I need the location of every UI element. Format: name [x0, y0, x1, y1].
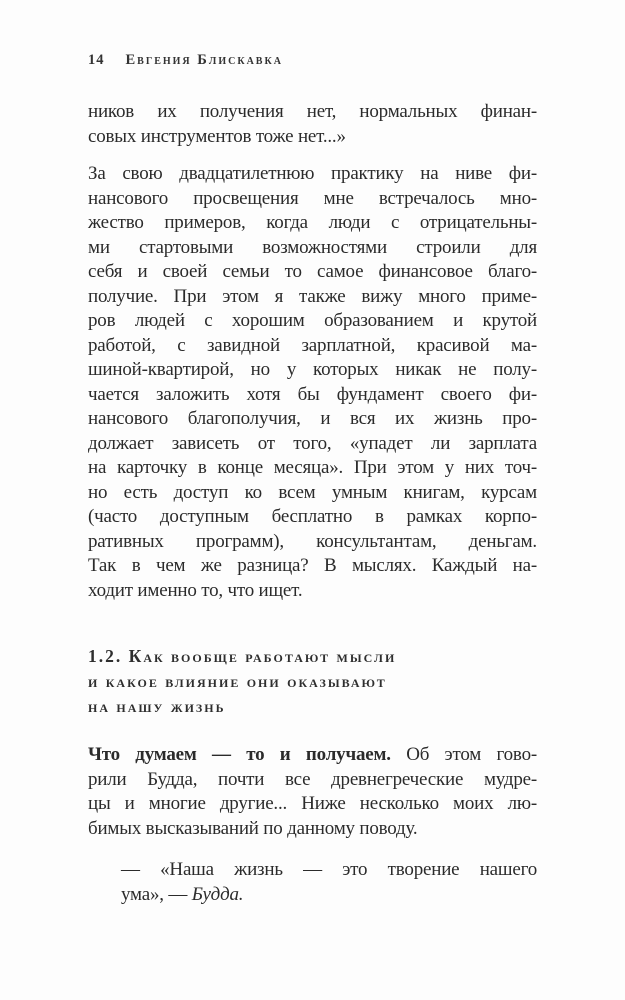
- text-line: [88, 743, 537, 768]
- text-line: (часто доступным бесплатно в рамках корпо-: [88, 506, 537, 527]
- text-line: совых инструментов тоже нет...»: [88, 125, 346, 147]
- paragraph-lead: [88, 743, 537, 841]
- author-name: Евгения Блискавка: [125, 52, 283, 68]
- text-line: ров людей с хорошим образованием и крутой: [88, 310, 537, 331]
- text-line: и какое влияние они оказывают: [88, 671, 387, 691]
- paragraph-continuation: [88, 100, 537, 149]
- text-line: 1.2. Как вообще работают мысли: [88, 646, 397, 666]
- text-line: жество примеров, когда люди с отрицательны-: [88, 212, 537, 233]
- text-line: чается заложить хотя бы фундамент своего фи-: [88, 383, 537, 405]
- text-line: ходит именно то, что ищет.: [88, 579, 303, 601]
- text-line: получие. При этом я также вижу много приме-: [88, 285, 537, 307]
- paragraph-main: [88, 162, 537, 603]
- text-line: цы и многие другие... Ниже несколько моих лю-: [88, 793, 537, 814]
- page-number: 14: [88, 52, 105, 68]
- text-line: на нашу жизнь: [88, 696, 226, 716]
- plain-text: ума», —: [121, 883, 192, 905]
- section-heading: [88, 644, 537, 719]
- text-line: но есть доступ ко всем умным книгам, курсам: [88, 481, 537, 503]
- text-line: нансового просвещения мне встречалось мно-: [88, 187, 537, 209]
- text-line: шиной-квартирой, но у которых никак не полу-: [88, 359, 537, 380]
- text-line: рили Будда, почти все древнегреческие мудре-: [88, 768, 537, 790]
- text-line: — «Наша жизнь — это творение нашего: [121, 859, 537, 880]
- text-line: себя и своей семьи то самое финансовое благо-: [88, 261, 537, 282]
- bold-text: Что думаем — то и получаем.: [88, 744, 391, 765]
- text-line: на карточку в конце месяца». При этом у них точ-: [88, 457, 537, 478]
- italic-text: Будда.: [191, 883, 244, 905]
- running-header: [88, 52, 537, 70]
- text-line: [121, 883, 537, 908]
- text-line: ми стартовыми возможностями строили для: [88, 236, 537, 258]
- text-line: За свою двадцатилетнюю практику на ниве фи-: [88, 163, 537, 184]
- plain-text: Об этом гово-: [390, 744, 537, 765]
- text-line: ников их получения нет, нормальных финан-: [88, 101, 537, 122]
- text-line: Так в чем же разница? В мыслях. Каждый на-: [88, 555, 537, 576]
- blockquote-buddha: [88, 858, 537, 907]
- text-line: нансового благополучия, и вся их жизнь про-: [88, 408, 537, 429]
- text-line: бимых высказываний по данному поводу.: [88, 817, 418, 839]
- text-line: ративных программ), консультантам, деньгам.: [88, 530, 537, 552]
- text-line: должает зависеть от того, «упадет ли зарплата: [88, 432, 537, 454]
- text-line: работой, с завидной зарплатной, красивой ма-: [88, 334, 537, 356]
